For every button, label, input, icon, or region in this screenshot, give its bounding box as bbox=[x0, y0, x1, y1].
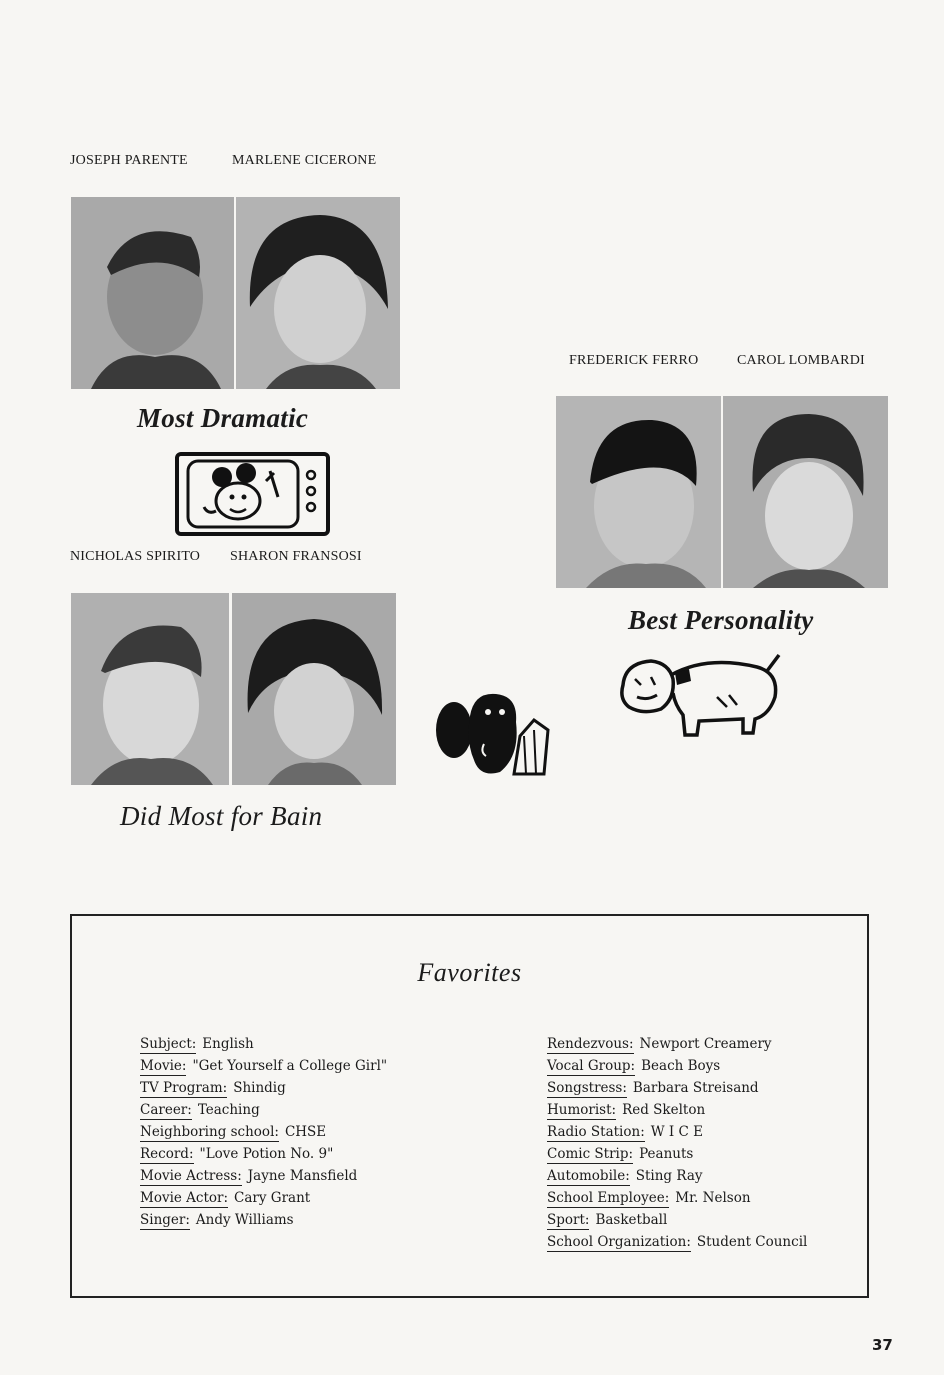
photo-frederick-ferro bbox=[556, 396, 721, 588]
favorite-label: Rendezvous: bbox=[547, 1036, 634, 1052]
favorites-box bbox=[70, 914, 869, 1298]
favorite-value: W I C E bbox=[650, 1124, 704, 1140]
favorite-item bbox=[547, 1034, 807, 1056]
favorite-item bbox=[547, 1056, 807, 1078]
favorite-value: Mr. Nelson bbox=[675, 1190, 751, 1206]
favorite-label: Neighboring school: bbox=[140, 1124, 279, 1140]
favorite-label: School Employee: bbox=[547, 1190, 670, 1206]
beaver-doodle-icon bbox=[430, 686, 554, 782]
favorite-item bbox=[140, 1034, 387, 1056]
favorite-label: School Organization: bbox=[547, 1234, 691, 1250]
favorite-item bbox=[140, 1188, 387, 1210]
name-carol-lombardi: CAROL LOMBARDI bbox=[737, 353, 865, 368]
name-sharon-fransosi: SHARON FRANSOSI bbox=[230, 549, 362, 564]
favorite-item bbox=[140, 1100, 387, 1122]
favorite-value: Barbara Streisand bbox=[632, 1080, 759, 1096]
favorite-item bbox=[547, 1166, 807, 1188]
favorite-label: TV Program: bbox=[140, 1080, 228, 1096]
favorite-label: Radio Station: bbox=[547, 1124, 645, 1140]
favorite-item bbox=[547, 1210, 807, 1232]
favorite-label: Career: bbox=[140, 1102, 192, 1118]
favorite-label: Vocal Group: bbox=[547, 1058, 636, 1074]
name-nicholas-spirito: NICHOLAS SPIRITO bbox=[70, 549, 201, 564]
favorite-value: Red Skelton bbox=[622, 1102, 706, 1118]
favorite-item bbox=[547, 1100, 807, 1122]
favorite-item bbox=[547, 1078, 807, 1100]
favorite-item bbox=[547, 1188, 807, 1210]
photo-marlene-cicerone bbox=[236, 197, 400, 389]
favorite-value: Sting Ray bbox=[635, 1168, 703, 1184]
photo-sharon-fransosi bbox=[232, 593, 396, 785]
name-joseph-parente: JOSEPH PARENTE bbox=[70, 153, 188, 168]
favorite-item bbox=[140, 1122, 387, 1144]
dog-doodle-icon bbox=[617, 649, 785, 739]
favorite-value: Newport Creamery bbox=[639, 1036, 772, 1052]
favorite-label: Singer: bbox=[140, 1212, 190, 1228]
favorite-label: Movie: bbox=[140, 1058, 187, 1074]
page-number: 37 bbox=[872, 1336, 893, 1354]
photo-nicholas-spirito bbox=[71, 593, 229, 785]
favorite-label: Comic Strip: bbox=[547, 1146, 634, 1162]
favorites-right-column bbox=[547, 1034, 807, 1254]
favorite-item bbox=[547, 1232, 807, 1254]
favorite-value: Shindig bbox=[233, 1080, 286, 1096]
favorite-label: Movie Actor: bbox=[140, 1190, 229, 1206]
favorite-item bbox=[140, 1166, 387, 1188]
favorite-label: Record: bbox=[140, 1146, 194, 1162]
tv-doodle-icon bbox=[174, 451, 331, 537]
favorite-label: Automobile: bbox=[547, 1168, 630, 1184]
award-best-personality: Best Personality bbox=[628, 605, 814, 635]
name-marlene-cicerone: MARLENE CICERONE bbox=[232, 153, 377, 168]
favorite-label: Humorist: bbox=[547, 1102, 617, 1118]
favorite-label: Songstress: bbox=[547, 1080, 627, 1096]
favorite-item bbox=[140, 1078, 387, 1100]
favorite-label: Movie Actress: bbox=[140, 1168, 242, 1184]
favorite-value: Jayne Mansfield bbox=[247, 1168, 358, 1184]
favorite-value: CHSE bbox=[284, 1124, 327, 1140]
favorite-value: Student Council bbox=[696, 1234, 808, 1250]
favorite-value: English bbox=[202, 1036, 254, 1052]
favorite-item bbox=[140, 1056, 387, 1078]
favorite-value: "Love Potion No. 9" bbox=[199, 1146, 334, 1162]
favorite-value: Teaching bbox=[197, 1102, 260, 1118]
favorite-value: Andy Williams bbox=[195, 1212, 294, 1228]
favorite-item bbox=[547, 1122, 807, 1144]
favorite-value: Peanuts bbox=[639, 1146, 694, 1162]
favorite-item bbox=[547, 1144, 807, 1166]
favorite-value: "Get Yourself a College Girl" bbox=[192, 1058, 388, 1074]
favorite-value: Beach Boys bbox=[641, 1058, 721, 1074]
photo-carol-lombardi bbox=[723, 396, 888, 588]
favorite-item bbox=[140, 1144, 387, 1166]
favorites-left-column bbox=[140, 1034, 387, 1232]
award-did-most-for-bain: Did Most for Bain bbox=[120, 801, 323, 831]
name-frederick-ferro: FREDERICK FERRO bbox=[569, 353, 699, 368]
award-most-dramatic: Most Dramatic bbox=[137, 403, 309, 433]
favorite-label: Subject: bbox=[140, 1036, 197, 1052]
favorite-item bbox=[140, 1210, 387, 1232]
favorite-value: Cary Grant bbox=[234, 1190, 311, 1206]
favorite-label: Sport: bbox=[547, 1212, 590, 1228]
favorites-title: Favorites bbox=[417, 958, 522, 987]
photo-joseph-parente bbox=[71, 197, 234, 389]
favorite-value: Basketball bbox=[595, 1212, 668, 1228]
